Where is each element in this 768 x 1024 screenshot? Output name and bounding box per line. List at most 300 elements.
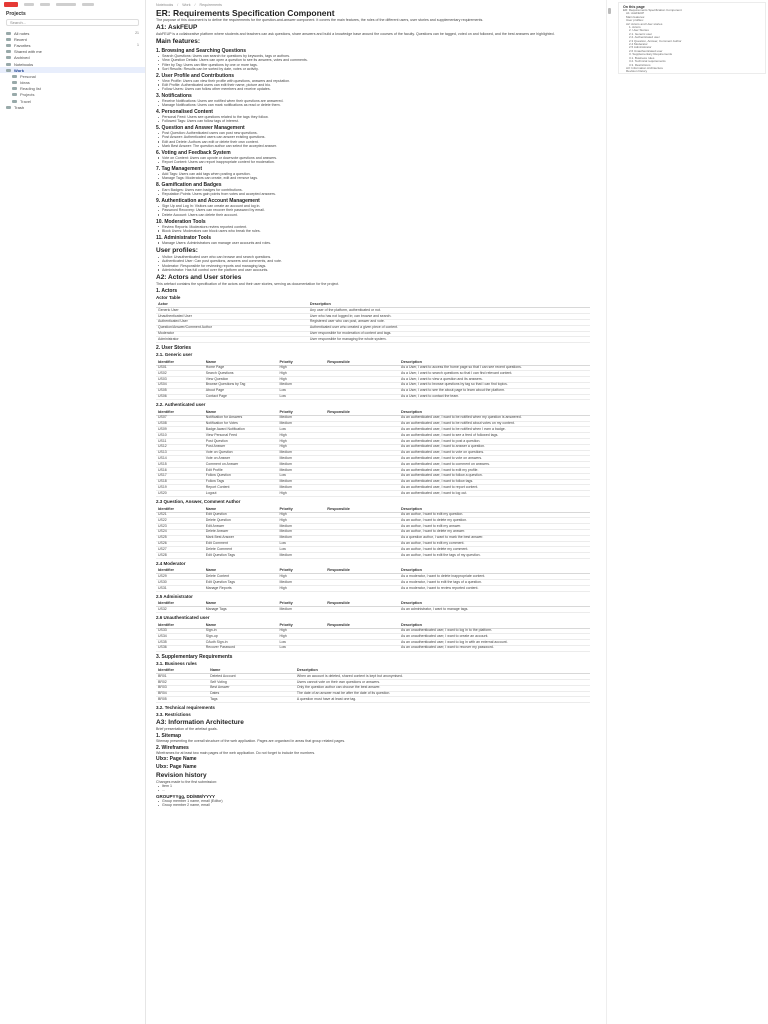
list-item: Follow Users: Users can follow other members and receive updates. xyxy=(156,87,590,91)
sidebar-item-label: Trash xyxy=(14,104,25,110)
sidebar-toolbar xyxy=(0,0,145,9)
table-cell: US03 xyxy=(156,377,204,383)
column-header: Priority xyxy=(278,359,326,366)
table-cell: As an author, I want to edit my question. xyxy=(399,512,590,518)
table-cell: US18 xyxy=(156,479,204,485)
table-cell: As an authenticated user, I want to see a feed of followed tags. xyxy=(399,433,590,439)
outline-item[interactable]: 2.5 Administrator xyxy=(629,46,652,50)
table-cell: Medium xyxy=(278,456,326,462)
outline-item[interactable]: 2.3 Question, Answer, Comment Author xyxy=(629,39,682,43)
table-cell: Tags xyxy=(208,697,295,703)
sidebar-item-label: Travel xyxy=(20,98,31,104)
table-cell: Medium xyxy=(278,468,326,474)
table-cell: High xyxy=(278,634,326,640)
table-cell: As an author, I want to edit the tags of my question. xyxy=(399,553,590,559)
list-item: Followed Tags: Users can follow tags of interest. xyxy=(156,119,590,123)
table-cell: Medium xyxy=(278,479,326,485)
table-cell: Notification for Votes xyxy=(204,421,278,427)
subsection-heading: 1. Actors xyxy=(156,287,178,294)
group-heading: 2.3 Question, Answer, Comment Author xyxy=(156,499,241,505)
table-cell: US17 xyxy=(156,473,204,479)
data-table xyxy=(156,301,590,343)
list-item: Mark Best Answer: The question author can select the accepted answer. xyxy=(156,144,590,148)
column-header: Priority xyxy=(278,622,326,629)
table-cell: Delete Comment xyxy=(204,547,278,553)
table-cell: As a User, I want to contact the team. xyxy=(399,394,590,400)
table-cell: US32 xyxy=(156,607,204,613)
table-cell xyxy=(325,553,399,559)
sidebar-item-count: 1 xyxy=(137,43,139,48)
table-cell: US05 xyxy=(156,388,204,394)
table-cell: High xyxy=(278,365,326,371)
table-cell xyxy=(325,491,399,497)
sidebar-item[interactable] xyxy=(0,104,145,110)
group-heading: 2.2. Authenticated user xyxy=(156,402,206,408)
table-cell: US31 xyxy=(156,586,204,592)
table-cell: About Page xyxy=(204,388,278,394)
table-cell: High xyxy=(278,574,326,580)
data-table xyxy=(156,667,590,703)
outline-item[interactable]: A1: AskFEUP xyxy=(626,12,645,16)
table-cell: As an authenticated user, I want to post a question. xyxy=(399,439,590,445)
feature-heading: 2. User Profile and Contributions xyxy=(156,72,235,79)
table-cell: US27 xyxy=(156,547,204,553)
table-cell: US22 xyxy=(156,518,204,524)
column-header: Identifier xyxy=(156,667,208,674)
section-heading: A2: Actors and User stories xyxy=(156,274,242,282)
list-item: Receive Notifications: Users are notified when their questions are answered. xyxy=(156,99,590,103)
table-cell: As an authenticated user, I want to vote on answers. xyxy=(399,456,590,462)
outline-item[interactable]: 3.2. Technical requirements xyxy=(629,60,666,64)
list-item: Block Users: Moderators can block users who break the rules. xyxy=(156,229,590,233)
outline-item[interactable]: 3.3. Restrictions xyxy=(629,63,651,67)
table-row xyxy=(156,645,590,651)
table-cell: Low xyxy=(278,640,326,646)
table-cell: Edit Profile xyxy=(204,468,278,474)
table-cell: Delete Answer xyxy=(204,529,278,535)
table-cell: High xyxy=(278,512,326,518)
settings-icon[interactable] xyxy=(82,3,94,6)
table-row xyxy=(156,553,590,559)
list-item: Post Question: Authenticated users can post new questions. xyxy=(156,131,590,135)
paragraph: This artefact contains the specification of the actors and their user stories, serving as documentation for the project. xyxy=(156,282,340,287)
table-cell: Administrator xyxy=(156,337,308,343)
table-cell: US06 xyxy=(156,394,204,400)
outline-item[interactable]: 2.1. Generic user xyxy=(629,32,653,36)
data-table xyxy=(156,359,590,401)
notebook-icon xyxy=(6,63,11,66)
table-cell: As an author, I want to delete my answer. xyxy=(399,529,590,535)
table-cell xyxy=(325,586,399,592)
table-cell: Manage Tags xyxy=(204,607,278,613)
table-cell: As a User, I want to access the home page so that I can see recent questions. xyxy=(399,365,590,371)
column-header: Description xyxy=(399,359,590,366)
outline-item[interactable]: 2.4 Moderator xyxy=(629,43,648,47)
table-cell: US09 xyxy=(156,427,204,433)
feature-heading: 11. Administrator Tools xyxy=(156,234,212,241)
scrollbar-thumb[interactable] xyxy=(608,8,611,14)
table-cell: Medium xyxy=(278,529,326,535)
column-header: Identifier xyxy=(156,409,204,416)
feature-heading: 1. Browsing and Searching Questions xyxy=(156,47,247,54)
table-cell: US10 xyxy=(156,433,204,439)
table-cell: High xyxy=(278,491,326,497)
outline-item[interactable]: User profiles: xyxy=(626,19,644,23)
feature-heading: 9. Authentication and Account Management xyxy=(156,198,260,205)
column-header: Priority xyxy=(278,567,326,574)
table-cell: Post Answer xyxy=(204,444,278,450)
column-header: Name xyxy=(204,622,278,629)
table-cell: View Personal Feed xyxy=(204,433,278,439)
table-cell: Self Voting xyxy=(208,680,295,686)
outline-panel xyxy=(618,2,766,74)
table-cell: Edit Question Tags xyxy=(204,580,278,586)
list-item: Filter by Tag: Users can filter questions by one or more tags. xyxy=(156,63,590,67)
column-header: Identifier xyxy=(156,600,204,607)
table-cell: US24 xyxy=(156,529,204,535)
table-cell: US19 xyxy=(156,485,204,491)
subsection-heading: 2. Wireframes xyxy=(156,744,189,751)
table-cell: As an author, I want to delete my question. xyxy=(399,518,590,524)
column-header: Name xyxy=(204,409,278,416)
section-heading: Main features: xyxy=(156,38,201,46)
table-cell: OAuth Sign-in xyxy=(204,640,278,646)
sidebar xyxy=(0,0,146,1024)
list-item: Post Answer: Authenticated users can answer existing questions. xyxy=(156,135,590,139)
group-heading: 3.1. Business rules xyxy=(156,660,197,666)
notebook-icon xyxy=(12,87,17,90)
table-cell: User who has not logged in; can browse and search. xyxy=(308,314,590,320)
table-cell: Deleted Account xyxy=(208,674,295,680)
table-cell: US25 xyxy=(156,535,204,541)
table-cell: Users cannot vote on their own questions or answers. xyxy=(295,680,590,686)
list-item: View Question Details: Users can open a question to see its answers, votes and comments. xyxy=(156,58,590,62)
table-cell: US23 xyxy=(156,524,204,530)
column-header: Name xyxy=(204,506,278,513)
table-cell: Comment on Answer xyxy=(204,462,278,468)
list-item: Vote on Content: Users can upvote or downvote questions and answers. xyxy=(156,156,590,160)
table-cell: US20 xyxy=(156,491,204,497)
feature-heading: 7. Tag Management xyxy=(156,165,203,172)
outline-item[interactable]: Main features: xyxy=(626,15,646,19)
table-cell: As an authenticated user, I want to vote on questions. xyxy=(399,450,590,456)
subsection-heading: UIxx: Page Name xyxy=(156,763,197,770)
column-header: Description xyxy=(308,301,590,308)
group-heading: 3.3. Restrictions xyxy=(156,711,191,717)
breadcrumb-separator: / xyxy=(194,3,196,7)
table-row xyxy=(156,337,590,343)
table-cell: US08 xyxy=(156,421,204,427)
list-item: ... xyxy=(156,788,590,792)
list-item: Manage Notifications: Users can mark notifications as read or delete them. xyxy=(156,103,590,107)
table-cell: US33 xyxy=(156,628,204,634)
table-cell: Edit Answer xyxy=(204,524,278,530)
breadcrumb-item[interactable]: Requirements xyxy=(199,3,222,7)
feature-heading: 3. Notifications xyxy=(156,92,192,99)
sync-icon[interactable] xyxy=(56,3,76,6)
table-cell: Post Question xyxy=(204,439,278,445)
table-cell: As a User, I want to view a question and its answers. xyxy=(399,377,590,383)
table-cell: As an authenticated user, I want to answer a question. xyxy=(399,444,590,450)
table-cell: Low xyxy=(278,645,326,651)
table-cell: US26 xyxy=(156,541,204,547)
column-header: Description xyxy=(399,409,590,416)
table-cell: Only the question author can choose the best answer. xyxy=(295,685,590,691)
table-cell: US12 xyxy=(156,444,204,450)
table-cell: US36 xyxy=(156,645,204,651)
table-cell: As an author, I want to edit my comment. xyxy=(399,541,590,547)
table-cell: US15 xyxy=(156,462,204,468)
outline-item[interactable]: Revision history xyxy=(626,70,648,74)
outline-item[interactable]: A2: Actors and User stories xyxy=(626,22,663,26)
list-item: Password Recovery: Users can recover their password by email. xyxy=(156,208,590,212)
table-cell: Medium xyxy=(278,462,326,468)
subsection-heading: 1. Sitemap xyxy=(156,732,182,739)
table-cell: As an author, I want to edit my answer. xyxy=(399,524,590,530)
table-cell: Badge Award Notification xyxy=(204,427,278,433)
table-cell: Edit Comment xyxy=(204,541,278,547)
breadcrumb-item[interactable]: Work xyxy=(182,3,191,7)
table-cell: BR03 xyxy=(156,685,208,691)
table-cell xyxy=(325,394,399,400)
breadcrumb xyxy=(156,0,590,7)
section-heading: Revision history xyxy=(156,771,207,779)
column-header: Responsible xyxy=(325,409,399,416)
notebook-icon xyxy=(6,56,11,59)
column-header: Actor xyxy=(156,301,308,308)
table-cell: Sign-in xyxy=(204,628,278,634)
column-header: Name xyxy=(204,600,278,607)
search-input[interactable]: Search... xyxy=(6,19,139,26)
table-cell: As an authenticated user, I want to be notified when my question is answered. xyxy=(399,415,590,421)
outline-item[interactable]: 2.6 Unauthenticated user xyxy=(629,49,663,53)
table-cell: Medium xyxy=(278,535,326,541)
sidebar-item-label: Favorites xyxy=(14,42,31,48)
list-item: Item 1 xyxy=(156,784,590,788)
table-cell: As an authenticated user, I want to comment on answers. xyxy=(399,462,590,468)
sidebar-item-label: All notes xyxy=(14,30,30,36)
forward-icon[interactable] xyxy=(40,3,50,6)
table-cell: As an unauthenticated user, I want to recover my password. xyxy=(399,645,590,651)
column-header: Description xyxy=(399,506,590,513)
table-cell: Notification for Answers xyxy=(204,415,278,421)
notebook-icon xyxy=(12,93,17,96)
table-cell: Logout xyxy=(204,491,278,497)
list-item: Group member 2 name, email xyxy=(156,803,590,807)
table-cell: Any user of the platform, authenticated or not. xyxy=(308,308,590,314)
table-cell: Follow Question xyxy=(204,473,278,479)
section-heading: User profiles: xyxy=(156,246,198,254)
table-cell: As an authenticated user, I want to follow a question. xyxy=(399,473,590,479)
back-icon[interactable] xyxy=(24,3,34,6)
table-cell: Medium xyxy=(278,553,326,559)
table-row xyxy=(156,607,590,613)
table-cell: As a User, I want to see the about page to learn about the platform. xyxy=(399,388,590,394)
breadcrumb-item[interactable]: Notebooks xyxy=(156,3,174,7)
app-logo-icon xyxy=(4,2,18,7)
table-cell xyxy=(325,607,399,613)
feature-heading: 6. Voting and Feedback System xyxy=(156,149,231,156)
data-table xyxy=(156,600,590,613)
doc-title: ER: Requirements Specification Component xyxy=(156,8,335,18)
table-cell: Medium xyxy=(278,382,326,388)
column-header: Name xyxy=(208,667,295,674)
outline-title: On this page xyxy=(623,5,645,9)
column-header: Name xyxy=(204,359,278,366)
table-cell: Medium xyxy=(278,607,326,613)
table-cell: High xyxy=(278,377,326,383)
sidebar-item-label: Reading list xyxy=(20,86,41,92)
sidebar-nav xyxy=(0,30,145,110)
outline-item[interactable]: 1. Actors xyxy=(629,26,641,30)
table-cell: Dates xyxy=(208,691,295,697)
paragraph: Sitemap presenting the overall structure of the web application. Pages are organised in areas that group related pages. xyxy=(156,738,346,743)
table-cell: High xyxy=(278,444,326,450)
table-cell: Medium xyxy=(278,421,326,427)
group-heading: 2.1. Generic user xyxy=(156,352,193,358)
list-item: Sort Results: Results can be sorted by date, votes or activity. xyxy=(156,67,590,71)
table-cell: As an administrator, I want to manage tags. xyxy=(399,607,590,613)
table-cell: US21 xyxy=(156,512,204,518)
group-heading: GROUPYYgg, DD/MM/YYYY xyxy=(156,793,216,799)
table-cell: Browse Questions by Tag xyxy=(204,382,278,388)
column-header: Identifier xyxy=(156,506,204,513)
table-row xyxy=(156,697,590,703)
table-cell: Follow Tags xyxy=(204,479,278,485)
table-cell: The date of an answer must be after the date of its question. xyxy=(295,691,590,697)
list-item: Administrator: Has full control over the platform and user accounts. xyxy=(156,268,590,272)
table-cell: High xyxy=(278,439,326,445)
table-cell xyxy=(325,645,399,651)
table-cell: Authenticated user who created a given piece of content. xyxy=(308,325,590,331)
paragraph: AskFEUP is a collaborative platform where students and teachers can ask questions, share answers and build a knowledge base around the courses of the faculty. Questions can be tagged, voted on and followed, and the best answers are highlighted. xyxy=(156,32,555,37)
table-cell: US14 xyxy=(156,456,204,462)
table-cell: As a User, I want to search questions so that I can find relevant content. xyxy=(399,371,590,377)
table-cell: US01 xyxy=(156,365,204,371)
list-item: View Profile: Users can view their profile with questions, answers and reputation. xyxy=(156,79,590,83)
table-cell: US04 xyxy=(156,382,204,388)
data-table xyxy=(156,506,590,559)
table-cell: Medium xyxy=(278,524,326,530)
table-cell: Search Questions xyxy=(204,371,278,377)
column-header: Name xyxy=(204,567,278,574)
group-heading: 2.4 Moderator xyxy=(156,560,186,566)
table-cell: Edit Question xyxy=(204,512,278,518)
table-cell: US30 xyxy=(156,580,204,586)
table-cell: High xyxy=(278,371,326,377)
outline-item[interactable]: 2. User Stories xyxy=(629,29,649,33)
outline-item[interactable]: 3. Supplementary Requirements xyxy=(629,53,673,57)
table-cell: As a question author, I want to mark the best answer. xyxy=(399,535,590,541)
table-cell: BR01 xyxy=(156,674,208,680)
subsection-heading: 2. User Stories xyxy=(156,345,192,352)
breadcrumb-separator: / xyxy=(177,3,179,7)
table-cell: As a moderator, I want to delete inappropriate content. xyxy=(399,574,590,580)
table-cell: Low xyxy=(278,394,326,400)
table-cell: Vote on Question xyxy=(204,450,278,456)
list-item: Earn Badges: Users earn badges for contributions. xyxy=(156,188,590,192)
sidebar-item-label: Ideas xyxy=(20,80,30,86)
section-heading: A3: Information Architecture xyxy=(156,719,244,727)
sidebar-item-label: Work xyxy=(14,67,24,73)
table-cell: As an author, I want to delete my comment. xyxy=(399,547,590,553)
subsection-heading: UIxx: Page Name xyxy=(156,756,197,763)
list-item: Report Content: Users can report inappropriate content for moderation. xyxy=(156,160,590,164)
list-item: Authenticated User: Can post questions, answers and comments, and vote. xyxy=(156,259,590,263)
outline-item[interactable]: 2.2. Authenticated user xyxy=(629,36,660,40)
table-cell: US34 xyxy=(156,634,204,640)
list-item: Delete Account: Users can delete their account. xyxy=(156,213,590,217)
paragraph: Changes made to the first submission: xyxy=(156,779,218,784)
list-item: Reputation Points: Users gain points from votes and accepted answers. xyxy=(156,192,590,196)
table-cell: Medium xyxy=(278,580,326,586)
scrollbar[interactable] xyxy=(606,0,612,1024)
table-cell: User responsible for managing the whole system. xyxy=(308,337,590,343)
table-cell: As an authenticated user, I want to edit my profile. xyxy=(399,468,590,474)
table-cell: US02 xyxy=(156,371,204,377)
list-item: Sign Up and Log In: Visitors can create an account and log in. xyxy=(156,204,590,208)
notebook-icon xyxy=(6,50,11,53)
list-item: Manage Users: Administrators can manage user accounts and roles. xyxy=(156,241,590,245)
document-view xyxy=(156,0,590,1024)
table-cell: Medium xyxy=(278,450,326,456)
outline-item[interactable]: A3: Information Architecture xyxy=(626,66,664,70)
feature-heading: 8. Gamification and Badges xyxy=(156,182,222,189)
table-cell: View Question xyxy=(204,377,278,383)
table-cell: US28 xyxy=(156,553,204,559)
table-cell: Recover Password xyxy=(204,645,278,651)
outline-item[interactable]: ER: Requirements Specification Component xyxy=(623,9,682,12)
table-cell: As an authenticated user, I want to be notified about votes on my content. xyxy=(399,421,590,427)
table-cell: BR04 xyxy=(156,691,208,697)
table-cell: High xyxy=(278,433,326,439)
table-cell: Low xyxy=(278,388,326,394)
table-cell: As a User, I want to browse questions by tag so that I can find topics. xyxy=(399,382,590,388)
sidebar-item-label: Personal xyxy=(20,73,36,79)
notebook-icon xyxy=(6,32,11,35)
table-cell: US16 xyxy=(156,468,204,474)
outline-item[interactable]: 3.1. Business rules xyxy=(629,56,655,60)
column-header: Responsible xyxy=(325,567,399,574)
column-header: Description xyxy=(399,622,590,629)
table-cell: Generic User xyxy=(156,308,308,314)
sidebar-item-label: Notebooks xyxy=(14,61,34,67)
table-cell: Contact Page xyxy=(204,394,278,400)
table-cell: US29 xyxy=(156,574,204,580)
data-table xyxy=(156,622,590,652)
feature-heading: 10. Moderation Tools xyxy=(156,218,206,225)
subsection-heading: 3. Supplementary Requirements xyxy=(156,653,233,660)
intro-text: The purpose of this document is to define the requirements for the question-and-answer component. It covers the main features, the roles of the different users, user stories and supplementary requirements. xyxy=(156,18,484,22)
table-cell: Delete Content xyxy=(204,574,278,580)
table-cell: Vote on Answer xyxy=(204,456,278,462)
group-heading: 3.2. Technical requirements xyxy=(156,705,215,711)
section-heading: A1: AskFEUP xyxy=(156,24,198,32)
paragraph: Wireframes for at least two main pages of the web application. Do not forget to include the numbers. xyxy=(156,750,316,755)
list-item: Edit Profile: Authenticated users can edit their name, picture and bio. xyxy=(156,83,590,87)
column-header: Identifier xyxy=(156,567,204,574)
sidebar-item-label: Recent xyxy=(14,36,27,42)
table-cell: US35 xyxy=(156,640,204,646)
table-cell: Unauthenticated User xyxy=(156,314,308,320)
table-cell: Moderator xyxy=(156,331,308,337)
list-item: Add Tags: Users can add tags when posting a question. xyxy=(156,172,590,176)
table-cell: US13 xyxy=(156,450,204,456)
list-item: Manage Tags: Moderators can create, edit and remove tags. xyxy=(156,176,590,180)
table-cell: Question/Answer/Comment Author xyxy=(156,325,308,331)
table-cell: Authenticated User xyxy=(156,319,308,325)
list-item: Moderator: Responsible for reviewing reports and managing tags. xyxy=(156,264,590,268)
